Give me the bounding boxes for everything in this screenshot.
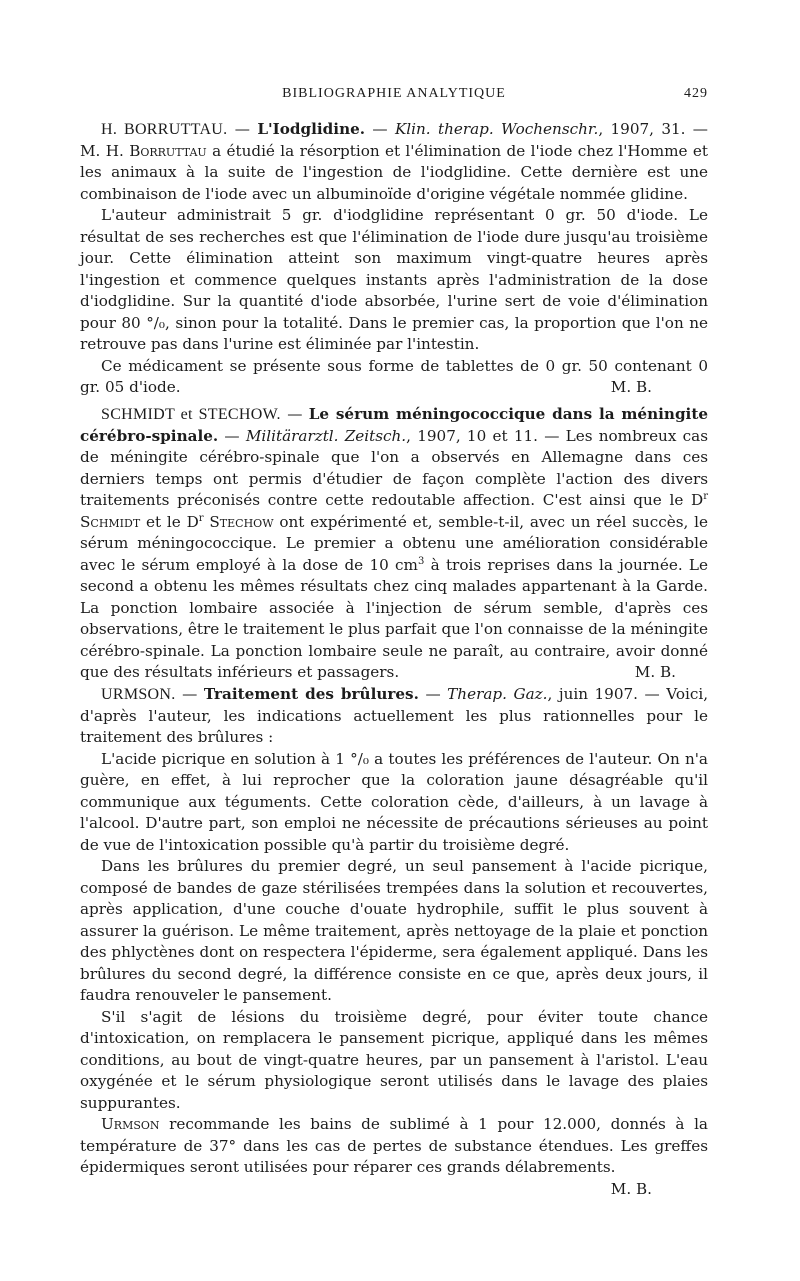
separator: — (418, 685, 448, 703)
superscript: r (198, 512, 204, 524)
article-paragraph (80, 119, 708, 205)
body-text: — Les nombreux cas de méningite cérébro-spinale que l'on a observés en Allemagne dans ces derniers temps ont permis d'étudier de façon complète l'action des divers traitements préconisés contre cette redoutable affection. C'est ainsi que le D (80, 426, 708, 509)
separator: — (227, 120, 258, 138)
article-citation: , juin 1907. (547, 685, 639, 703)
page-number: 429 (684, 86, 708, 101)
separator: — (218, 426, 246, 445)
body-text: Ce médicament se présente sous forme de tablettes de 0 gr. 50 contenant 0 gr. 05 d'iode. (80, 356, 708, 396)
superscript: 3 (417, 555, 425, 567)
running-head-title: BIBLIOGRAPHIE ANALYTIQUE (282, 86, 506, 101)
article-borruttau (80, 119, 708, 399)
body-text: — M. H. (80, 120, 708, 160)
article-paragraph: Dans les brûlures du premier degré, un seul pansement à l'acide picrique, composé de bandes de gaze stérilisées trempées dans la solution et recouvertes, après application, d'une couche d'ouate hydrophile, suffit le plus souvent à assurer la guérison. Le même traitement, après nettoyage de la plaie et ponction des phlyctènes dont on respectera l'épiderme, sera également appliqué. Dans les brûlures du second degré, la différence consiste en ce que, après deux jours, il faudra renouveler le pansement. (80, 857, 708, 1004)
signature: M. B. (610, 1179, 652, 1198)
author-name-smallcaps: Borruttau (129, 141, 207, 160)
article-paragraph: L'auteur administrait 5 gr. d'iodglidine représentant 0 gr. 50 d'iode. Le résultat de ses recherches est que l'élimination de l'iode dure jusqu'au troisième jour. Cette élimination atteint son maximum vingt-quatre heures après l'ingestion et commence quelques instants après l'administration de la dose d'iodglidine. Sur la quantité d'iode absorbée, l'urine sert de voie d'élimination pour 80 °/₀, sinon pour la totalité. Dans le premier cas, la proportion que l'on ne retrouve pas dans l'urine est éliminée par l'intestin. (80, 206, 708, 353)
body-text: à trois reprises dans la journée. Le second a obtenu les mêmes résultats chez cinq malades appartenant à la Garde. La ponction lombaire associée à l'injection de sérum semble, d'après ces observations, être le traitement le plus parfait que l'on connaisse de la méningite cérébro-spinale. La ponction lombaire seule ne paraît, au contraire, avoir donné que des résultats inférieurs et passagers. (80, 555, 708, 681)
article-author: H. BORRUTTAU. (101, 121, 228, 138)
article-title: Le sérum méningococcique dans la méningite cérébro-spinale. (80, 405, 709, 445)
superscript: r (703, 490, 708, 502)
body-text: ont expérimenté et, semble-t-il, avec un réel succès, le sérum méningococcique. Le premier a obtenu une amélioration considérable avec le sérum employé à la dose de 10 cm (80, 512, 708, 574)
body-text: a étudié la résorption et l'élimination de l'iode chez l'Homme et les animaux à la suite de l'ingestion de l'iodglidine. Cette dernière est une combinaison de l'iode avec un albuminoïde d'origine végétale nommée glidine. (80, 141, 709, 203)
author-name-smallcaps: Stechow (209, 512, 274, 531)
article-title: Traitement des brûlures. (203, 685, 419, 703)
separator: — (175, 685, 204, 703)
signature: M. B. (610, 378, 652, 396)
running-head (80, 86, 708, 108)
article-citation: , 1907, 31. (598, 120, 686, 138)
article-paragraph: S'il s'agit de lésions du troisième degré, pour éviter toute chance d'intoxication, on remplacera le pansement picrique, appliqué dans les mêmes conditions, au bout de vingt-quatre heures, par un pansement à l'aristol. L'eau oxygénée et le sérum physiologique seront utilisés dans le lavage des plaies suppurantes. (80, 1007, 708, 1112)
separator: — (280, 405, 309, 423)
author-name-smallcaps: Urmson (101, 1115, 160, 1133)
article-paragraph (80, 404, 708, 684)
article-paragraph (80, 356, 708, 399)
author-name-smallcaps: Schmidt (80, 512, 141, 531)
article-schmidt-stechow (80, 404, 708, 684)
body-text: et le D (140, 512, 199, 531)
article-author: SCHMIDT et STECHOW. (101, 406, 281, 423)
article-journal: Militärarztl. Zeitsch. (245, 426, 407, 445)
article-paragraph (80, 684, 708, 749)
article-citation: , 1907, 10 et 11. (406, 426, 538, 445)
article-journal: Therap. Gaz. (447, 685, 548, 703)
article-author: URMSON. (101, 686, 176, 703)
article-journal: Klin. therap. Wochenschr. (394, 120, 599, 138)
signature: M. B. (634, 663, 676, 681)
article-paragraph (80, 1114, 708, 1179)
separator: — (365, 120, 395, 138)
body-text: recommande les bains de sublimé à 1 pour 12.000, donnés à la température de 37° dans les cas de pertes de substance étendues. Les greffes épidermiques seront utilisées pour réparer ces grands délabrements. (80, 1115, 708, 1176)
article-title: L'Iodglidine. (257, 120, 366, 138)
body-text: — Voici, d'après l'auteur, les indications actuellement les plus rationnelles pour le traitement des brûlures : (80, 685, 709, 746)
article-paragraph: L'acide picrique en solution à 1 °/₀ a toutes les préférences de l'auteur. On n'a guère, en effet, à lui reprocher que la coloration jaune désagréable qu'il communique aux téguments. Cette coloration cède, d'ailleurs, à un lavage à l'alcool. D'autre part, son emploi ne nécessite de précautions sérieuses au point de vue de l'intoxication possible qu'à partir du troisième degré. (80, 749, 708, 854)
article-urmson (80, 684, 708, 1200)
